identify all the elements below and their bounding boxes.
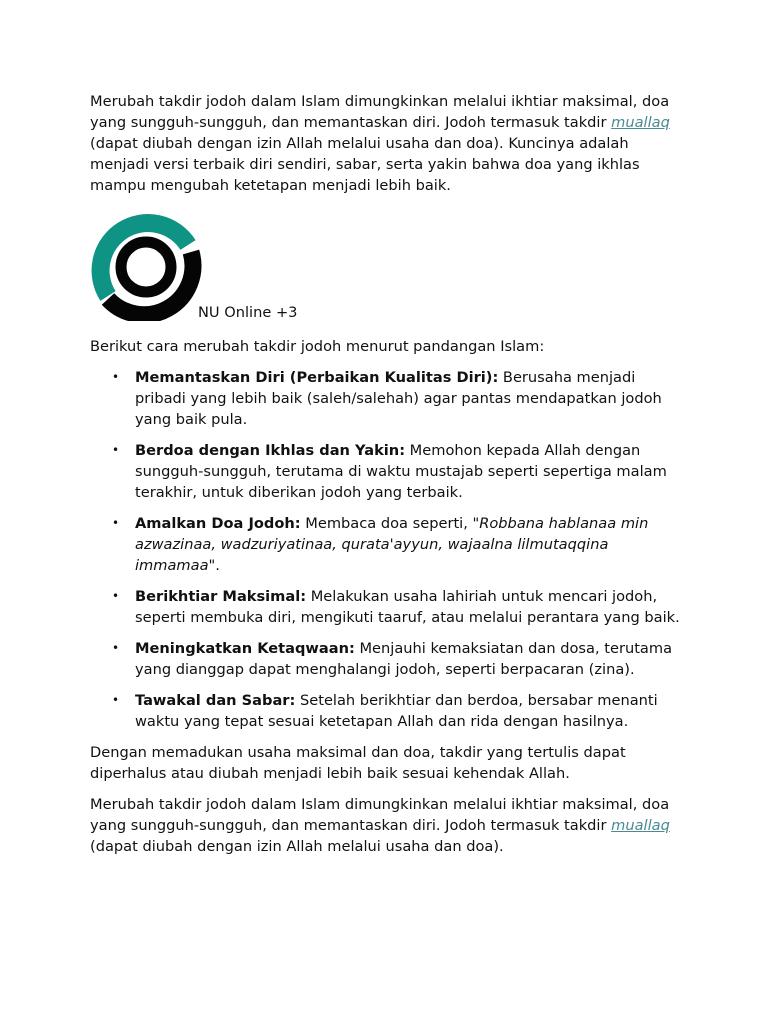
intro-text-before-link: Merubah takdir jodoh dalam Islam dimungkinkan melalui ikhtiar maksimal, doa yang sungguh-sungguh, dan memantaskan diri. Jodoh termasuk takdir — [90, 93, 670, 131]
list-item — [135, 638, 690, 680]
muallaq-link[interactable]: muallaq — [611, 114, 670, 131]
list-item — [135, 513, 690, 576]
list-item-text-after-quote: ". — [208, 557, 220, 574]
list-item-title: Tawakal dan Sabar: — [135, 692, 296, 709]
list-item-title: Meningkatkan Ketaqwaan: — [135, 640, 355, 657]
doa-jodoh-quote: Robbana hablanaa min azwazinaa, wadzuriyatinaa, qurata'ayyun, wajaalna lilmutaqqina immamaa — [135, 515, 649, 574]
outro-paragraph — [90, 794, 690, 857]
intro-paragraph — [90, 91, 690, 196]
list-item-text: Melakukan usaha lahiriah untuk mencari jodoh, seperti membuka diri, mengikuti taaruf, atau melalui perantara yang baik. — [135, 588, 680, 626]
list-item-text: Setelah berikhtiar dan berdoa, bersabar menanti waktu yang tepat sesuai ketetapan Allah dan rida dengan hasilnya. — [135, 692, 658, 730]
outro-text-after-link: (dapat diubah dengan izin Allah melalui usaha dan doa). — [90, 838, 504, 855]
list-item-title: Berikhtiar Maksimal: — [135, 588, 307, 605]
intro-text-after-link: (dapat diubah dengan izin Allah melalui usaha dan doa). Kuncinya adalah menjadi versi terbaik diri sendiri, sabar, serta yakin bahwa doa yang ikhlas mampu mengubah ketetapan menjadi lebih baik. — [90, 135, 640, 194]
source-label[interactable]: NU Online +3 — [198, 304, 298, 321]
list-item-text: Menjauhi kemaksiatan dan dosa, terutama yang dianggap dapat menghalangi jodoh, seperti berpacaran (zina). — [135, 640, 673, 678]
list-item-text: Berusaha menjadi pribadi yang lebih baik (saleh/salehah) agar pantas mendapatkan jodoh yang baik pula. — [135, 369, 662, 428]
outro-text-before-link: Merubah takdir jodoh dalam Islam dimungkinkan melalui ikhtiar maksimal, doa yang sungguh-sungguh, dan memantaskan diri. Jodoh termasuk takdir — [90, 796, 670, 834]
list-item — [135, 440, 690, 503]
source-citation — [90, 206, 690, 321]
conclusion-paragraph: Dengan memadukan usaha maksimal dan doa, takdir yang tertulis dapat diperhalus atau diubah menjadi lebih baik sesuai kehendak Allah. — [90, 744, 626, 782]
list-introduction: Berikut cara merubah takdir jodoh menurut pandangan Islam: — [90, 338, 545, 355]
list-item-title: Amalkan Doa Jodoh: — [135, 515, 301, 532]
steps-list — [90, 367, 690, 732]
list-item — [135, 367, 690, 430]
muallaq-link[interactable]: muallaq — [611, 817, 670, 834]
article-body — [90, 91, 690, 857]
nu-online-logo-icon — [90, 206, 202, 321]
list-item-title: Berdoa dengan Ikhlas dan Yakin: — [135, 442, 406, 459]
list-item — [135, 586, 690, 628]
list-item — [135, 690, 690, 732]
list-item-text: Memohon kepada Allah dengan sungguh-sungguh, terutama di waktu mustajab seperti sepertiga malam terakhir, untuk diberikan jodoh yang terbaik. — [135, 442, 667, 501]
list-item-text-before-quote: Membaca doa seperti, " — [300, 515, 480, 532]
list-item-title: Memantaskan Diri (Perbaikan Kualitas Diri): — [135, 369, 499, 386]
